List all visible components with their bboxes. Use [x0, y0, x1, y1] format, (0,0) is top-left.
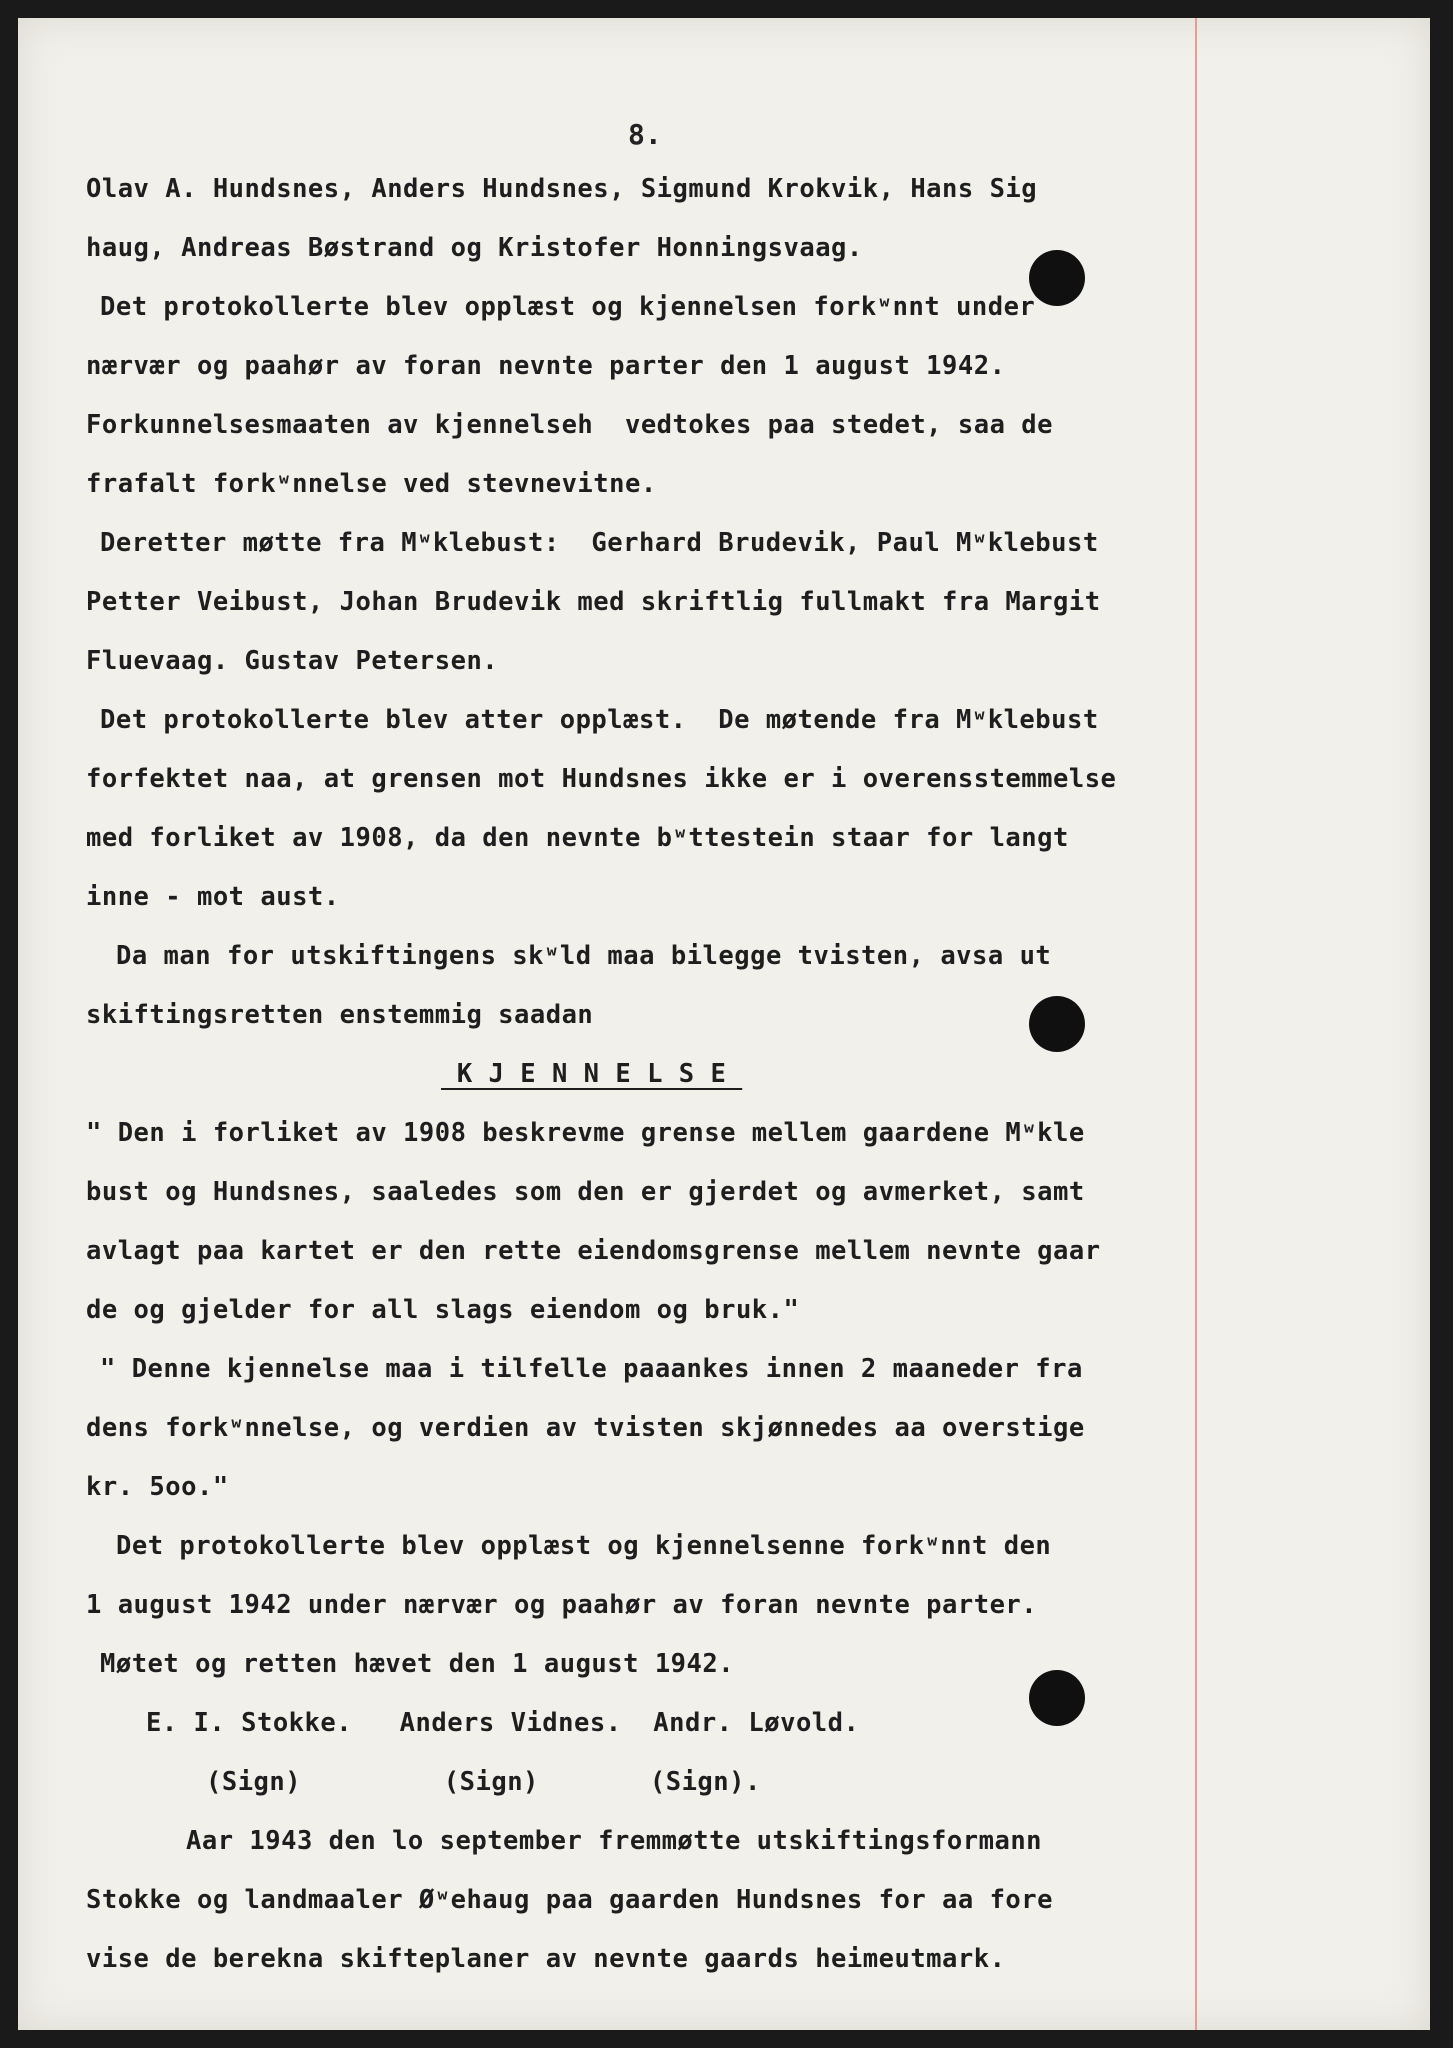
text-line: 1 august 1942 under nærvær og paahør av foran nevnte parter.	[86, 1590, 1038, 1620]
text-line: Stokke og landmaaler Øʷehaug paa gaarden Hundsnes for aa fore	[86, 1885, 1053, 1915]
text-line: Olav A. Hundsnes, Anders Hundsnes, Sigmund Krokvik, Hans Sig	[86, 174, 1038, 204]
text-line: Det protokollerte blev opplæst og kjennelsen forkʷnnt under	[100, 292, 1036, 322]
text-line: forfektet naa, at grensen mot Hundsnes ikke er i overensstemmelse	[86, 764, 1117, 794]
text-line: de og gjelder for all slags eiendom og bruk."	[86, 1295, 800, 1325]
text-line: (Sign) (Sign) (Sign).	[206, 1767, 761, 1797]
text-line: haug, Andreas Bøstrand og Kristofer Honningsvaag.	[86, 233, 863, 263]
section-heading: K J E N N E L S E	[441, 1059, 743, 1089]
document-page	[18, 18, 1430, 2030]
text-line: E. I. Stokke. Anders Vidnes. Andr. Løvold.	[146, 1708, 860, 1738]
text-line: Det protokollerte blev opplæst og kjennelsenne forkʷnnt den	[116, 1531, 1052, 1561]
text-line: Møtet og retten hævet den 1 august 1942.	[100, 1649, 735, 1679]
text-line: Forkunnelsesmaaten av kjennelseh vedtokes paa stedet, saa de	[86, 410, 1053, 440]
text-line: " Denne kjennelse maa i tilfelle paaankes innen 2 maaneder fra	[100, 1354, 1083, 1384]
text-line: dens forkʷnnelse, og verdien av tvisten skjønnedes aa overstige	[86, 1413, 1085, 1443]
text-line: Petter Veibust, Johan Brudevik med skriftlig fullmakt fra Margit	[86, 587, 1101, 617]
text-line: skiftingsretten enstemmig saadan	[86, 1000, 594, 1030]
text-line: kr. 5oo."	[86, 1472, 229, 1502]
text-line: bust og Hundsnes, saaledes som den er gjerdet og avmerket, samt	[86, 1177, 1085, 1207]
text-line: Fluevaag. Gustav Petersen.	[86, 646, 499, 676]
text-line: frafalt forkʷnnelse ved stevnevitne.	[86, 469, 657, 499]
text-line: Deretter møtte fra Mʷklebust: Gerhard Brudevik, Paul Mʷklebust	[100, 528, 1099, 558]
page-number: 8.	[628, 118, 662, 151]
text-line: vise de berekna skifteplaner av nevnte gaards heimeutmark.	[86, 1944, 1006, 1974]
text-line: inne - mot aust.	[86, 882, 340, 912]
typed-text-body	[86, 160, 1206, 1989]
text-line: Aar 1943 den lo september fremmøtte utskiftingsformann	[186, 1826, 1043, 1856]
text-line: avlagt paa kartet er den rette eiendomsgrense mellem nevnte gaar	[86, 1236, 1101, 1266]
text-line: med forliket av 1908, da den nevnte bʷttestein staar for langt	[86, 823, 1069, 853]
text-line: nærvær og paahør av foran nevnte parter den 1 august 1942.	[86, 351, 1006, 381]
text-line: Da man for utskiftingens skʷld maa bilegge tvisten, avsa ut	[116, 941, 1052, 971]
text-line: " Den i forliket av 1908 beskrevme grense mellem gaardene Mʷkle	[86, 1118, 1085, 1148]
text-line: Det protokollerte blev atter opplæst. De møtende fra Mʷklebust	[100, 705, 1099, 735]
